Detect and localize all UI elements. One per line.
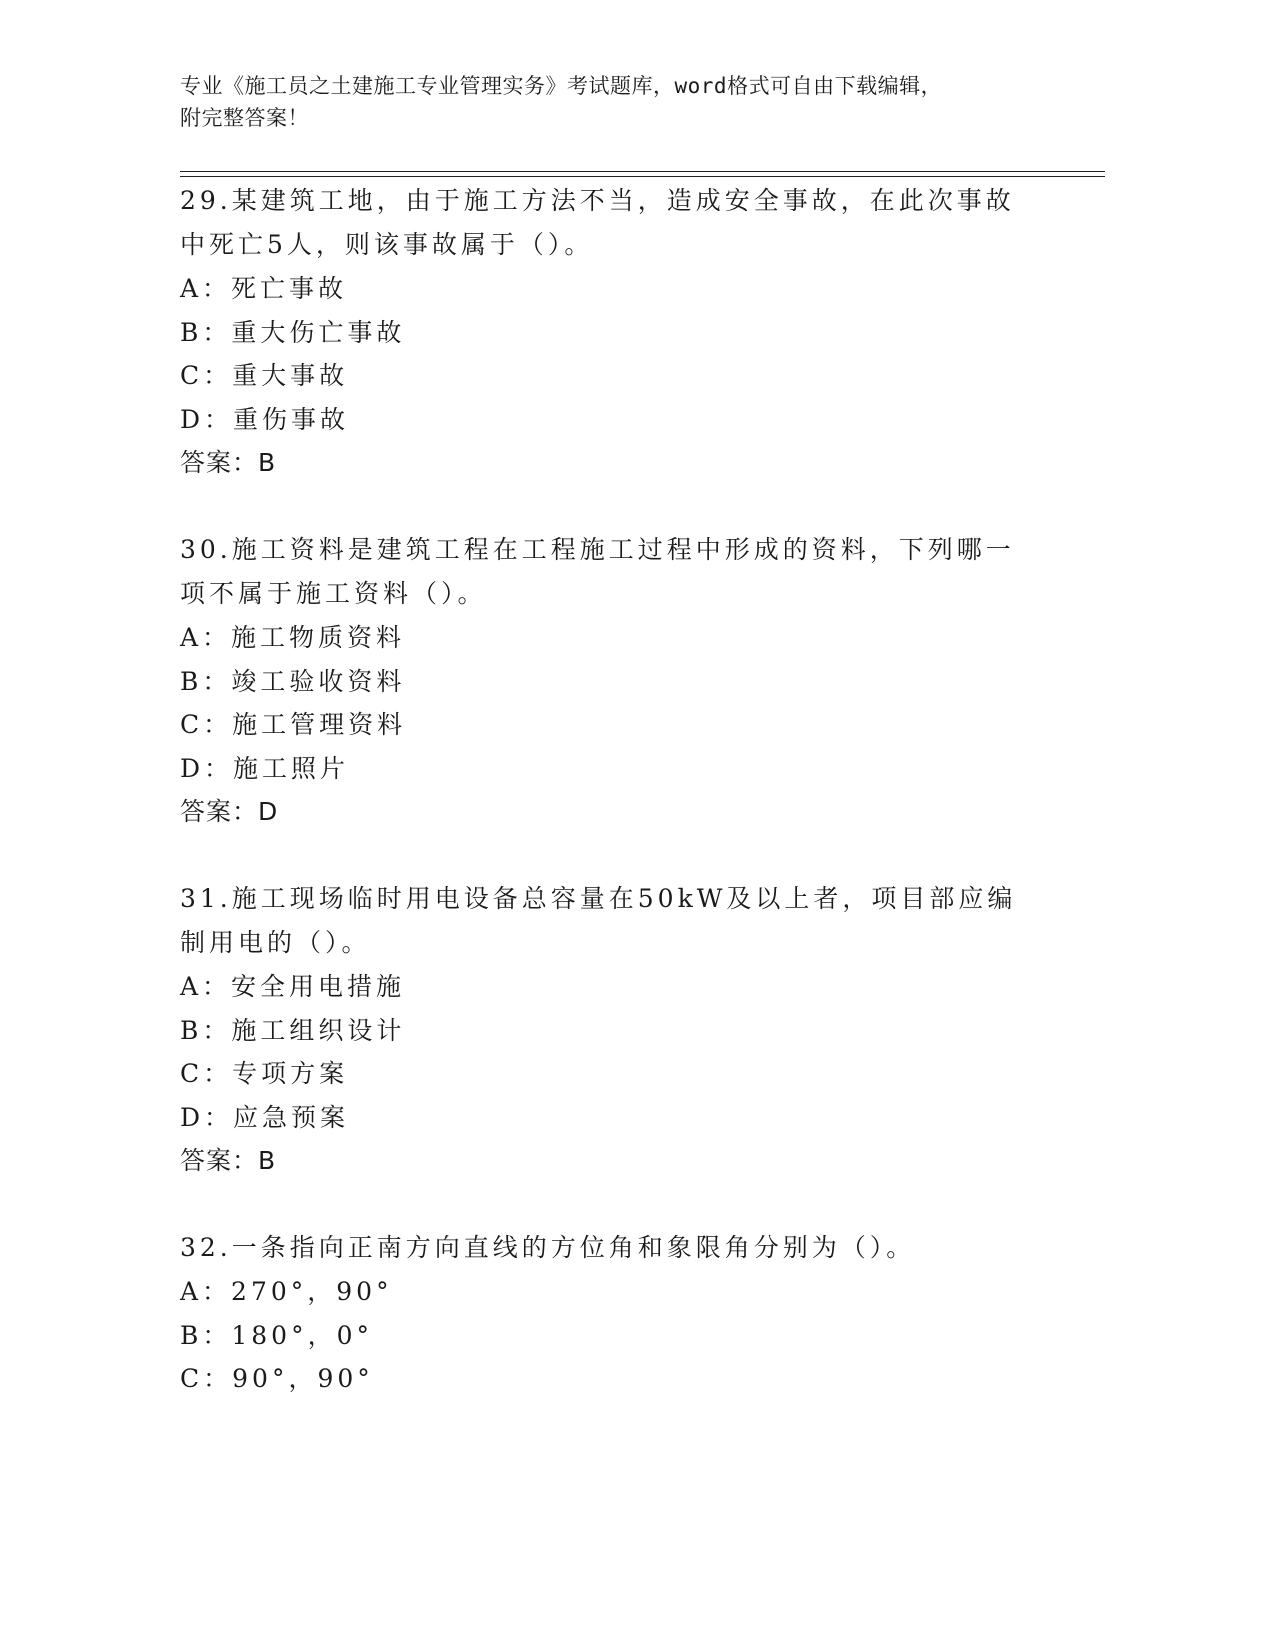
option-d: D：应急预案 — [180, 1102, 350, 1132]
option-d: D：重伤事故 — [180, 404, 350, 434]
option-b: B：竣工验收资料 — [180, 666, 406, 696]
document-header — [180, 70, 1040, 134]
option-b: B：重大伤亡事故 — [180, 317, 406, 347]
option-a: A：安全用电措施 — [180, 972, 406, 1001]
option-a: A：270°，90° — [180, 1277, 393, 1306]
question-stem: 30.施工资料是建筑工程在工程施工过程中形成的资料，下列哪一项不属于施工资料（）。 — [180, 535, 1015, 608]
question-stem: 31.施工现场临时用电设备总容量在50kW及以上者，项目部应编制用电的（）。 — [180, 884, 1017, 957]
option-c: C：90°，90° — [180, 1364, 374, 1393]
option-a: A：死亡事故 — [180, 274, 348, 303]
answer: 答案：D — [180, 797, 279, 826]
option-b: B：施工组织设计 — [180, 1015, 406, 1045]
option-a: A：施工物质资料 — [180, 623, 406, 652]
question-31 — [180, 877, 1040, 1182]
question-32 — [180, 1226, 1040, 1401]
question-stem: 32.一条指向正南方向直线的方位角和象限角分别为（）。 — [180, 1233, 916, 1262]
option-d: D：施工照片 — [180, 753, 350, 783]
header-divider-top — [180, 171, 1105, 172]
option-c: C：专项方案 — [180, 1059, 349, 1088]
header-divider-bottom — [180, 176, 1105, 177]
option-c: C：施工管理资料 — [180, 710, 407, 739]
header-line-2: 附完整答案！ — [180, 106, 309, 130]
question-30 — [180, 528, 1040, 833]
question-29 — [180, 179, 1040, 484]
header-line-1: 专业《施工员之土建施工专业管理实务》考试题库，word格式可自由下载编辑， — [180, 74, 943, 98]
answer: 答案：B — [180, 1146, 277, 1175]
answer: 答案：B — [180, 448, 277, 477]
question-stem: 29.某建筑工地，由于施工方法不当，造成安全事故，在此次事故中死亡5人，则该事故属于（）。 — [180, 186, 1015, 259]
option-b: B：180°，0° — [180, 1320, 373, 1350]
option-c: C：重大事故 — [180, 361, 349, 390]
